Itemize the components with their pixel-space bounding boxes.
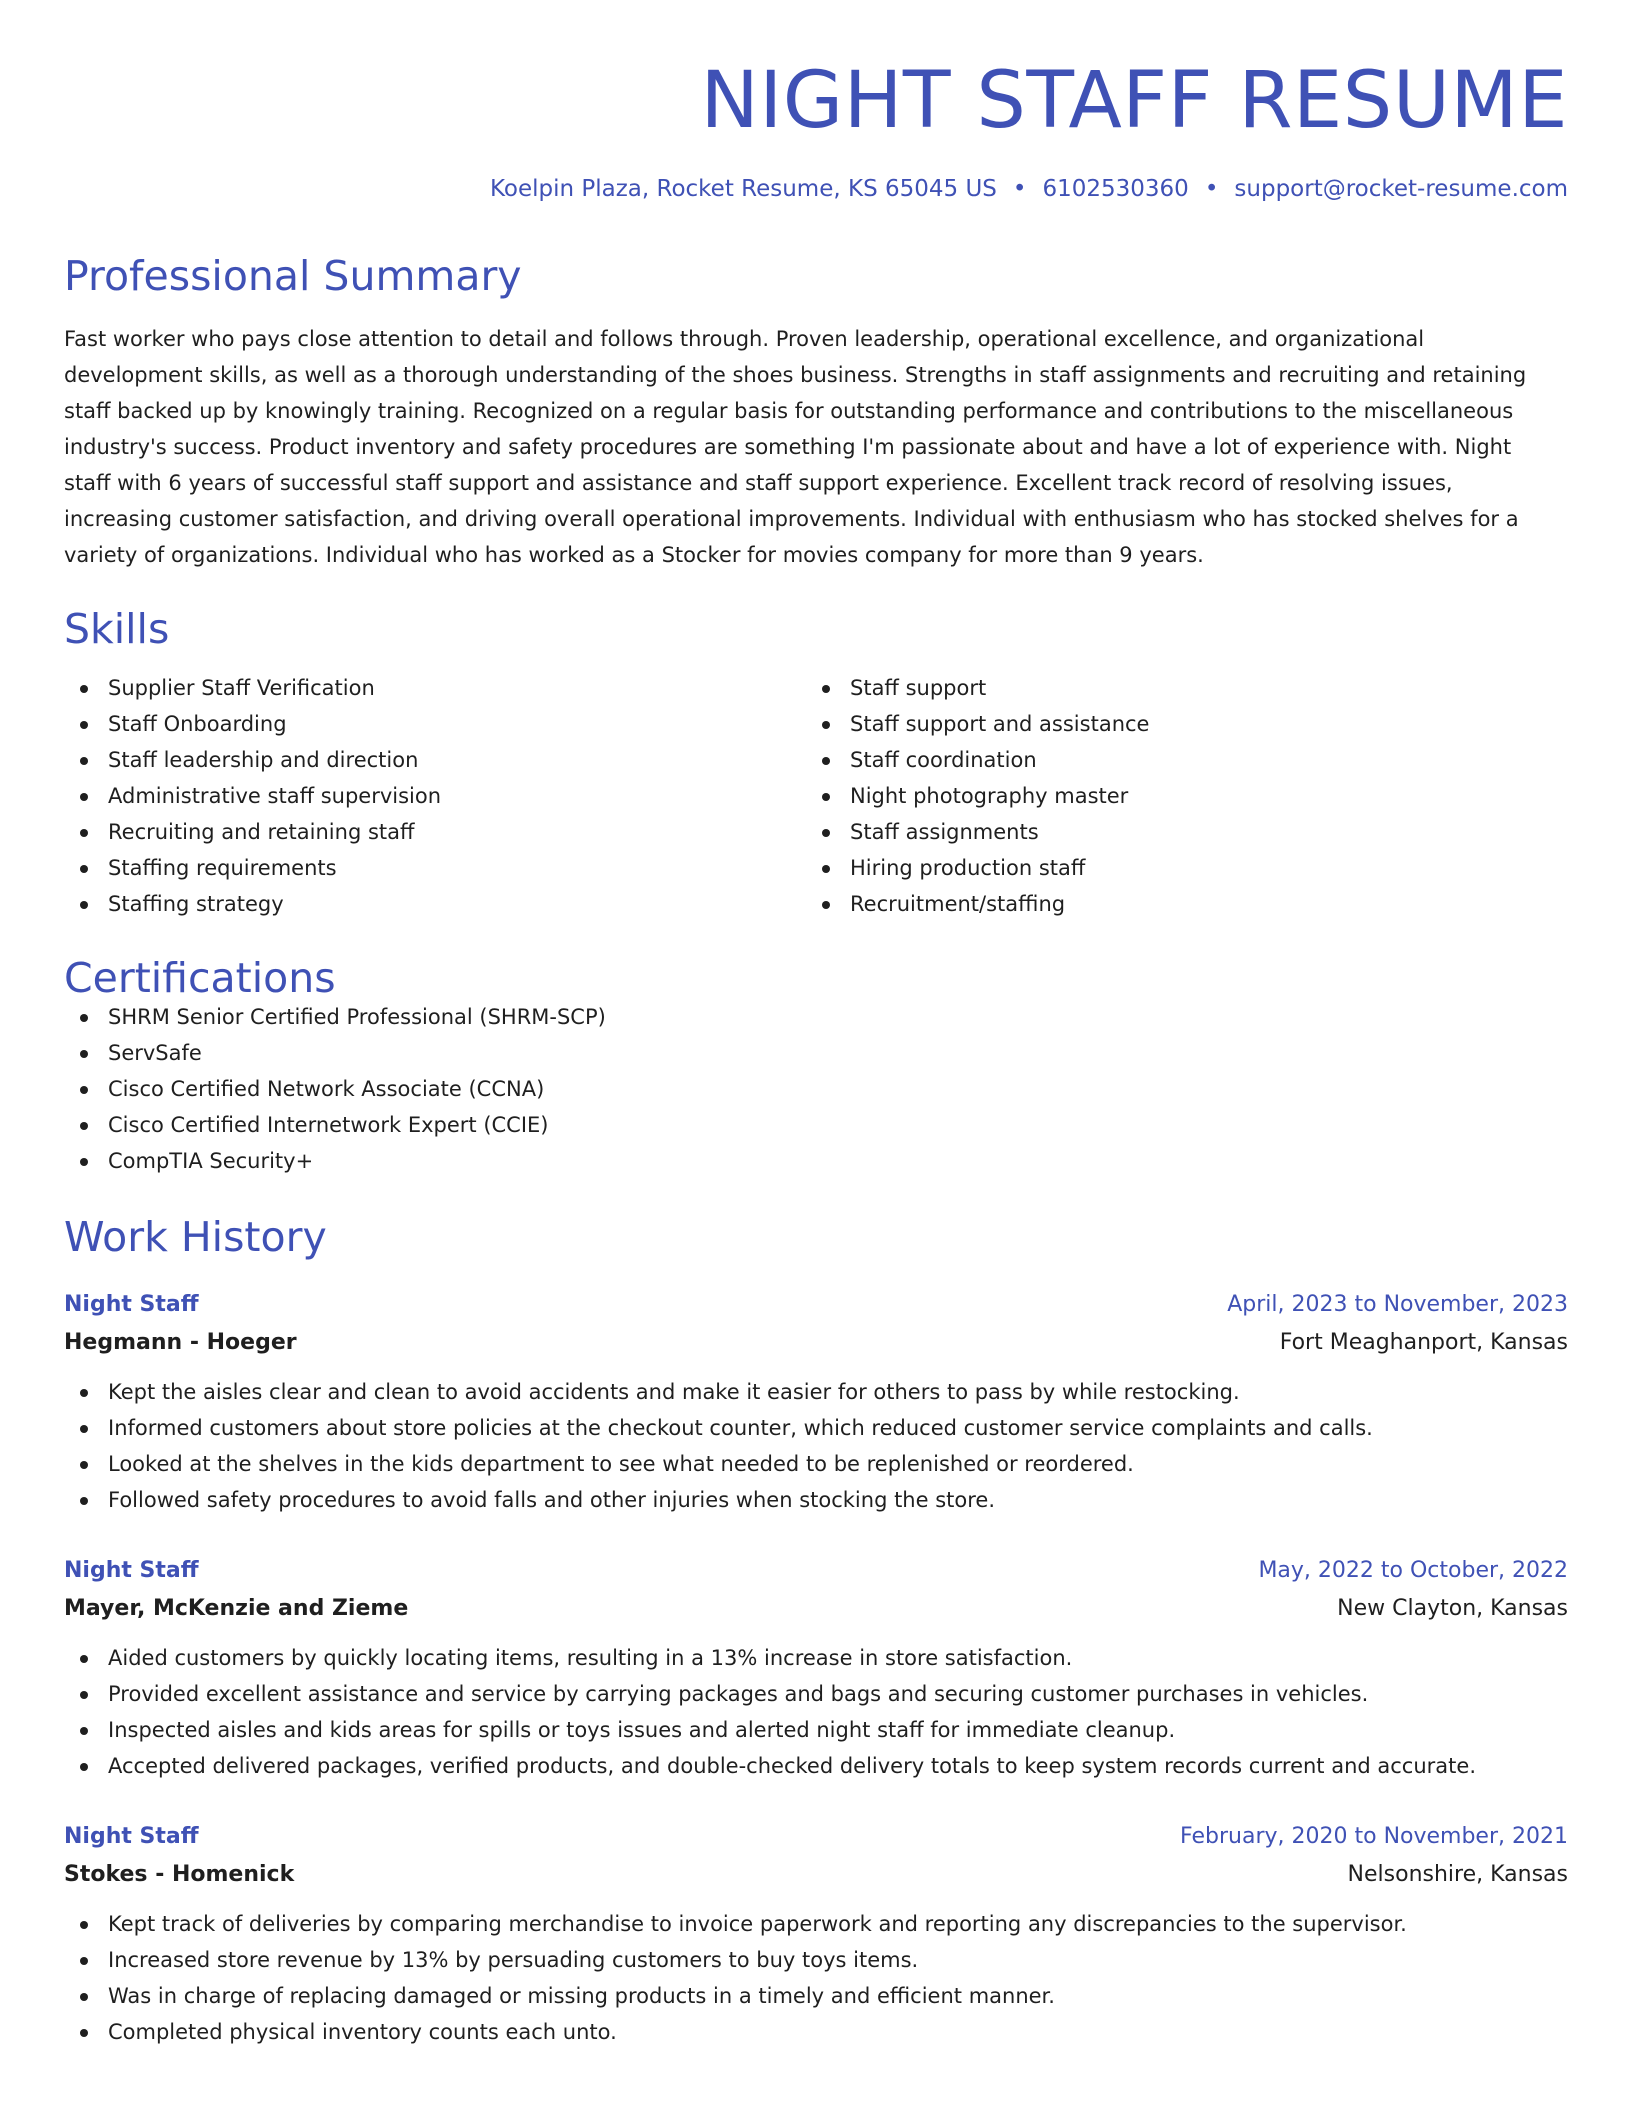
skill-item: Staff assignments xyxy=(806,814,1548,850)
certifications-heading: Certifications xyxy=(64,953,336,1002)
job-bullet: Increased store revenue by 13% by persuading customers to buy toys items. xyxy=(64,1942,1568,1978)
address-text: Koelpin Plaza, Rocket Resume, KS 65045 US xyxy=(489,176,997,202)
summary-text: Fast worker who pays close attention to detail and follows through. Proven leadership, operational excellence, and organizational development skills, as well as a thorough understanding of the shoes business. Strengths in staff assignments and recruiting and retaining staff backed up by knowingly training. Recognized on a regular basis for outstanding performance and contributions to the miscellaneous industry's success. Product inventory and safety procedures are something I'm passionate about and have a lot of experience with. Night staff with 6 years of successful staff support and assistance and staff support experience. Excellent track record of resolving issues, increasing customer satisfaction, and driving overall operational improvements. Individual with enthusiasm who has stocked shelves for a variety of organizations. Individual who has worked as a Stocker for movies company for more than 9 years. xyxy=(64,326,1527,567)
certification-item: SHRM Senior Certified Professional (SHRM-SCP) xyxy=(64,999,1568,1035)
certification-item: CompTIA Security+ xyxy=(64,1143,1568,1179)
resume-page xyxy=(64,0,1568,2050)
skill-item: Staff leadership and direction xyxy=(64,742,806,778)
job-dates: May, 2022 to October, 2022 xyxy=(1258,1557,1568,1583)
job-company-row xyxy=(64,1856,1568,1894)
job-bullets xyxy=(64,1906,1568,2050)
job-location: Nelsonshire, Kansas xyxy=(1347,1861,1568,1887)
job-title: Night Staff xyxy=(64,1557,199,1583)
job-bullet: Aided customers by quickly locating items, resulting in a 13% increase in store satisfaction. xyxy=(64,1640,1568,1676)
skill-item: Staffing strategy xyxy=(64,886,806,922)
skill-item: Staff coordination xyxy=(806,742,1548,778)
work-history-heading: Work History xyxy=(64,1212,327,1261)
skill-item: Administrative staff supervision xyxy=(64,778,806,814)
skill-item: Recruiting and retaining staff xyxy=(64,814,806,850)
skills-list-left xyxy=(64,670,806,922)
summary-heading: Professional Summary xyxy=(64,251,522,300)
job-company: Hegmann - Hoeger xyxy=(64,1329,297,1355)
skill-item: Staff support and assistance xyxy=(806,706,1548,742)
certifications-list xyxy=(64,999,1568,1179)
resume-title: NIGHT STAFF RESUME xyxy=(700,56,1568,146)
job-company-row xyxy=(64,1324,1568,1362)
skill-item: Staff support xyxy=(806,670,1548,706)
skill-item: Supplier Staff Verification xyxy=(64,670,806,706)
email-link[interactable]: support@rocket-resume.com xyxy=(1234,176,1568,202)
skill-item: Staffing requirements xyxy=(64,850,806,886)
job-title: Night Staff xyxy=(64,1291,199,1317)
job-title-row xyxy=(64,1818,1568,1856)
skill-item: Recruitment/staffing xyxy=(806,886,1548,922)
skill-item: Staff Onboarding xyxy=(64,706,806,742)
job-entry xyxy=(64,1286,1568,1518)
job-location: New Clayton, Kansas xyxy=(1337,1595,1568,1621)
certification-item: Cisco Certified Network Associate (CCNA) xyxy=(64,1071,1568,1107)
certification-item: Cisco Certified Internetwork Expert (CCIE) xyxy=(64,1107,1568,1143)
job-entry xyxy=(64,1818,1568,2050)
job-company: Stokes - Homenick xyxy=(64,1861,295,1887)
skills-list-right xyxy=(806,670,1548,922)
skill-item: Night photography master xyxy=(806,778,1548,814)
job-bullet: Looked at the shelves in the kids department to see what needed to be replenished or reordered. xyxy=(64,1446,1568,1482)
job-company-row xyxy=(64,1590,1568,1628)
skills-columns xyxy=(64,670,1568,922)
job-bullet: Kept track of deliveries by comparing merchandise to invoice paperwork and reporting any discrepancies to the supervisor. xyxy=(64,1906,1568,1942)
job-bullet: Informed customers about store policies at the checkout counter, which reduced customer service complaints and calls. xyxy=(64,1410,1568,1446)
job-bullet: Accepted delivered packages, verified products, and double-checked delivery totals to keep system records current and accurate. xyxy=(64,1748,1568,1784)
job-company: Mayer, McKenzie and Zieme xyxy=(64,1595,409,1621)
job-location: Fort Meaghanport, Kansas xyxy=(1279,1329,1568,1355)
contact-separator: • xyxy=(1012,176,1027,202)
contact-separator: • xyxy=(1204,176,1219,202)
job-bullet: Was in charge of replacing damaged or missing products in a timely and efficient manner. xyxy=(64,1978,1568,2014)
job-entry xyxy=(64,1552,1568,1784)
job-title: Night Staff xyxy=(64,1823,199,1849)
job-title-row xyxy=(64,1286,1568,1324)
job-dates: February, 2020 to November, 2021 xyxy=(1180,1823,1568,1849)
job-dates: April, 2023 to November, 2023 xyxy=(1227,1291,1568,1317)
job-bullet: Provided excellent assistance and service by carrying packages and bags and securing customer purchases in vehicles. xyxy=(64,1676,1568,1712)
certification-item: ServSafe xyxy=(64,1035,1568,1071)
contact-line xyxy=(64,176,1568,204)
job-bullet: Followed safety procedures to avoid falls and other injuries when stocking the store. xyxy=(64,1482,1568,1518)
job-bullet: Completed physical inventory counts each unto. xyxy=(64,2014,1568,2050)
skills-heading: Skills xyxy=(64,604,170,653)
job-bullets xyxy=(64,1374,1568,1518)
skill-item: Hiring production staff xyxy=(806,850,1548,886)
job-bullets xyxy=(64,1640,1568,1784)
job-bullet: Kept the aisles clear and clean to avoid accidents and make it easier for others to pass by while restocking. xyxy=(64,1374,1568,1410)
job-title-row xyxy=(64,1552,1568,1590)
job-bullet: Inspected aisles and kids areas for spills or toys issues and alerted night staff for immediate cleanup. xyxy=(64,1712,1568,1748)
phone-text: 6102530360 xyxy=(1042,176,1189,202)
